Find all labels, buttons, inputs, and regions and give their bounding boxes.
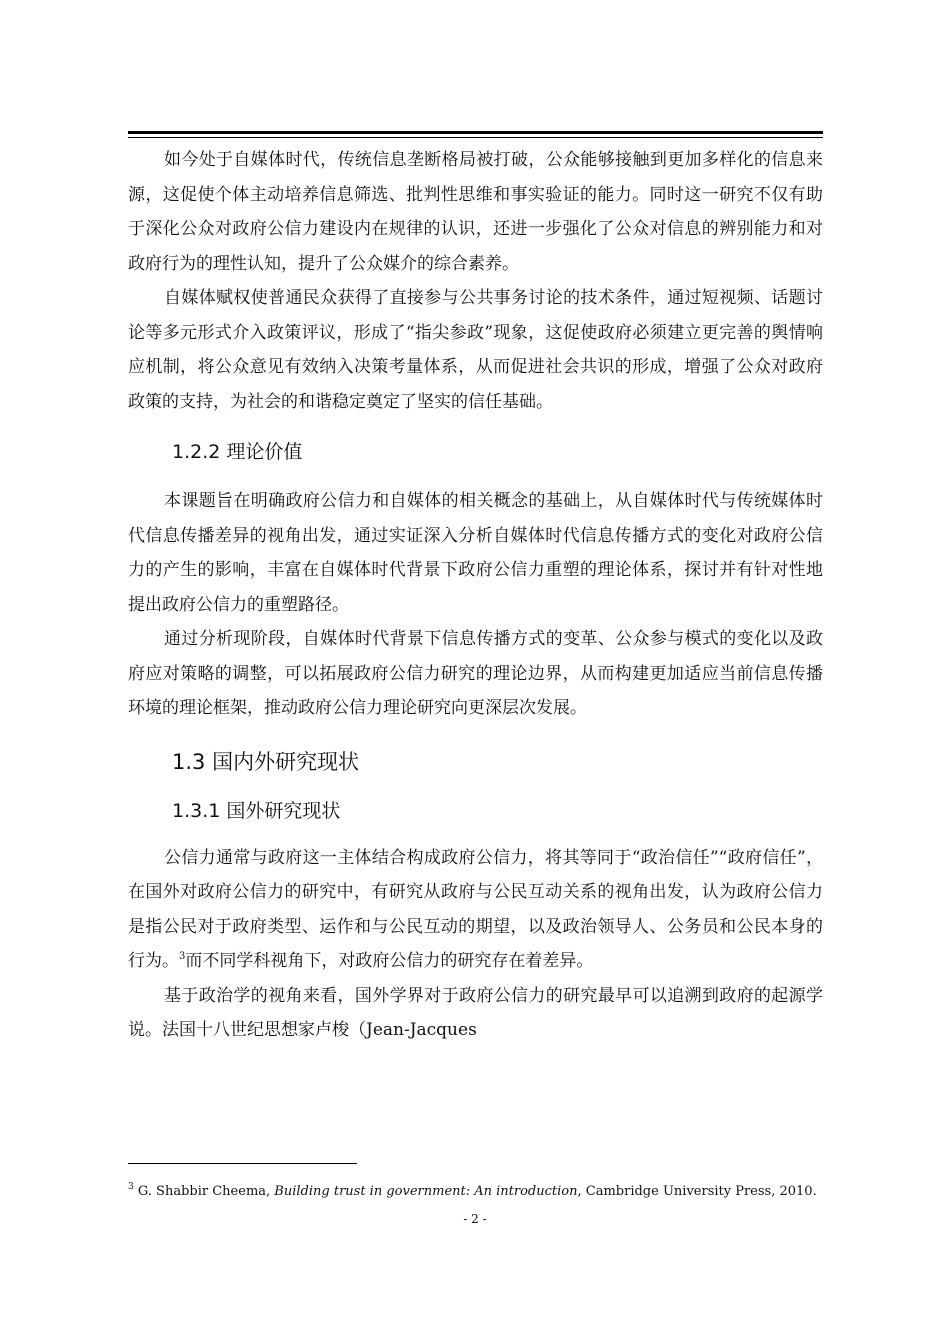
header-rule-thick xyxy=(128,131,823,134)
paragraph-empowerment: 自媒体赋权使普通民众获得了直接参与公共事务讨论的技术条件，通过短视频、话题讨论等多元形式介入政策评议，形成了“指尖参政”现象，这促使政府必须建立更完善的舆情响应机制，将公众意见有效纳入决策考量体系，从而促进社会共识的形成，增强了公众对政府政策的支持，为社会的和谐稳定奠定了坚实的信任基础。 xyxy=(128,288,823,412)
paragraph-media-literacy: 如今处于自媒体时代，传统信息垄断格局被打破，公众能够接触到更加多样化的信息来源，这促使个体主动培养信息筛选、批判性思维和事实验证的能力。同时这一研究不仅有助于深化公众对政府公信力建设内在规律的认识，还进一步强化了公众对信息的辨别能力和对政府行为的理性认知，提升了公众媒介的综合素养。 xyxy=(128,150,823,274)
paragraph-research-aim: 本课题旨在明确政府公信力和自媒体的相关概念的基础上，从自媒体时代与传统媒体时代信息传播差异的视角出发，通过实证深入分析自媒体时代信息传播方式的变化对政府公信力的产生的影响，丰富在自媒体时代背景下政府公信力重塑的理论体系，探讨并有针对性地提出政府公信力的重塑路径。 xyxy=(128,491,823,615)
paragraph-political-science: 基于政治学的视角来看，国外学界对于政府公信力的研究最早可以追溯到政府的起源学说。法国十八世纪思想家卢梭（Jean-Jacques xyxy=(128,985,823,1040)
footnote-author: G. Shabbir Cheema, xyxy=(137,1184,275,1199)
header-rule-thin xyxy=(128,137,823,138)
footnote-separator xyxy=(128,1163,357,1164)
paragraph-theory-boundary: 通过分析现阶段，自媒体时代背景下信息传播方式的变革、公众参与模式的变化以及政府应对策略的调整，可以拓展政府公信力研究的理论边界，从而构建更加适应当前信息传播环境的理论框架，推动政府公信力理论研究向更深层次发展。 xyxy=(128,629,823,718)
page-number: - 2 - xyxy=(463,1212,487,1226)
heading-1-2-2: 1.2.2 理论价值 xyxy=(172,441,303,463)
footnote-mark: 3 xyxy=(128,1182,134,1192)
footnote-reference[interactable]: 3 xyxy=(179,951,186,962)
paragraph-credibility-definition xyxy=(128,841,823,979)
page-body xyxy=(128,143,823,1048)
footnote-publisher: , Cambridge University Press, 2010. xyxy=(577,1184,817,1199)
footnote-book-title: Building trust in government: An introduction xyxy=(274,1184,578,1199)
paragraph-text-before-ref: 公信力通常与政府这一主体结合构成政府公信力，将其等同于“政治信任”“政府信任”，在国外对政府公信力的研究中，有研究从政府与公民互动关系的视角出发，认为政府公信力是指公民对于政府类型、运作和与公民互动的期望，以及政治领导人、公务员和公民本身的行为。 xyxy=(128,847,823,971)
footnote xyxy=(128,1182,848,1202)
heading-1-3: 1.3 国内外研究现状 xyxy=(172,749,360,774)
heading-1-3-1: 1.3.1 国外研究现状 xyxy=(172,799,341,822)
paragraph-text-after-ref: 而不同学科视角下，对政府公信力的研究存在着差异。 xyxy=(185,951,594,971)
